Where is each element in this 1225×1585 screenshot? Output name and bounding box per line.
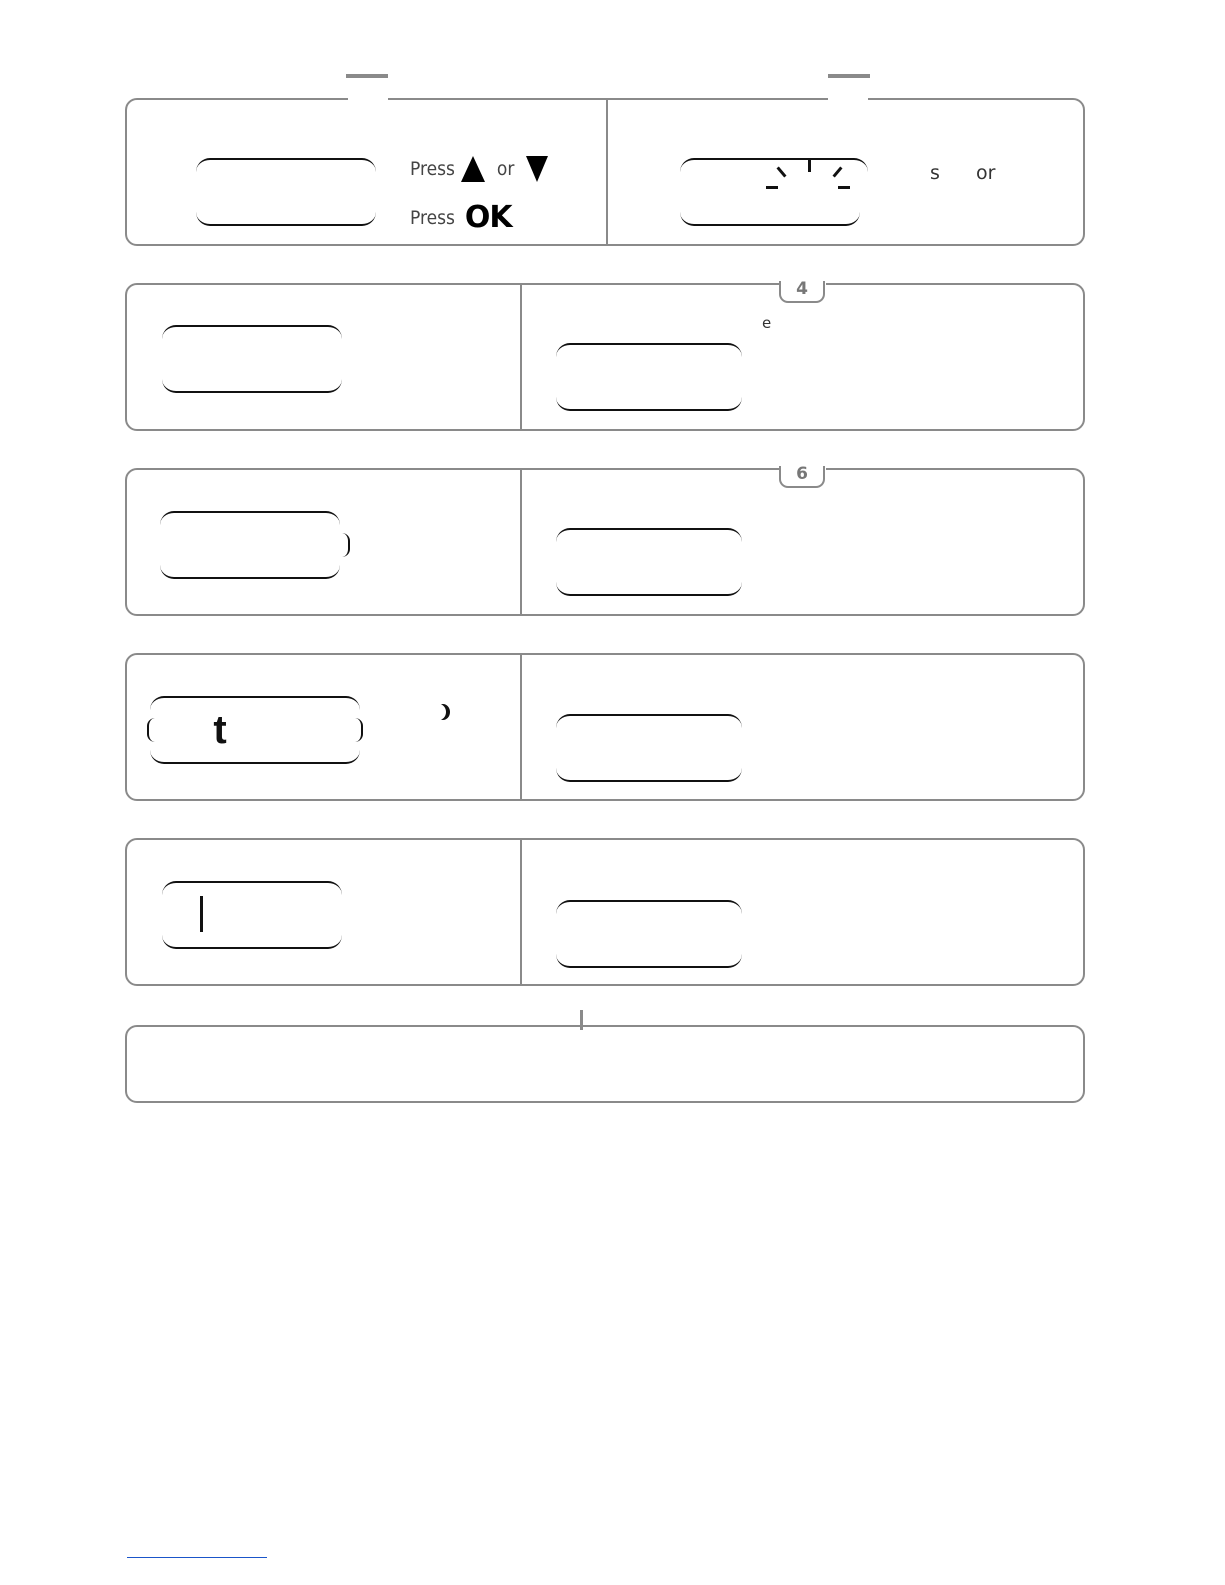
up-arrow-icon [461, 156, 485, 182]
step-badge [346, 74, 388, 78]
step-badge-6: 6 [779, 466, 825, 488]
step-badge [828, 74, 870, 78]
display-segment [200, 896, 203, 932]
summary-row [125, 1025, 1085, 1103]
lcd-display [150, 696, 360, 764]
partial-text: s [930, 162, 940, 184]
flash-mark-icon [838, 186, 850, 189]
flash-mark-icon [766, 186, 778, 189]
lcd-display [160, 511, 340, 579]
press-label: Press [410, 158, 455, 180]
footer-link-underline[interactable] [127, 1557, 267, 1558]
partial-text: or [976, 162, 996, 184]
lcd-display [556, 714, 742, 782]
step-divider [520, 470, 522, 614]
partial-text: e [762, 314, 772, 332]
lcd-display [162, 881, 342, 949]
step-badge-4: 4 [779, 281, 825, 303]
instruction-press-arrows [410, 156, 554, 182]
flash-mark-icon [808, 160, 811, 172]
step-divider [606, 100, 608, 244]
lcd-display-flashing [680, 158, 860, 226]
summary-tab-divider [580, 1010, 583, 1030]
lcd-display [162, 325, 342, 393]
press-label: Press [410, 206, 455, 229]
display-text: t [213, 708, 227, 752]
lcd-display [196, 158, 376, 226]
moon-icon [432, 704, 446, 720]
or-label: or [496, 158, 515, 180]
step-divider [520, 285, 522, 429]
lcd-display [556, 900, 742, 968]
lcd-display [556, 343, 742, 411]
instruction-press-ok [410, 200, 512, 235]
lcd-display [556, 528, 742, 596]
step-divider [520, 655, 522, 799]
down-arrow-icon [526, 156, 548, 182]
step-divider [520, 840, 522, 984]
ok-button-label: OK [464, 200, 512, 235]
